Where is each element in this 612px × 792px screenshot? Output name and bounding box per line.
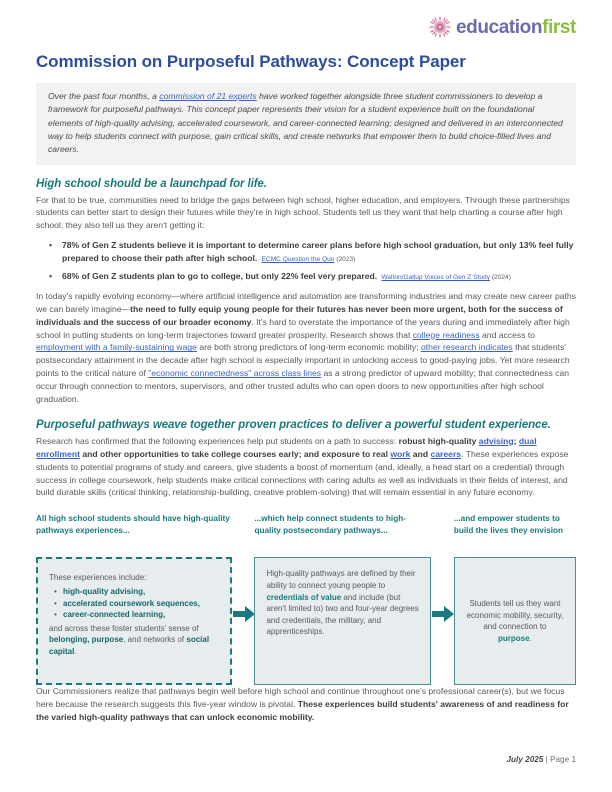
box-text-3: .: [74, 646, 77, 656]
list-item: [62, 239, 576, 265]
diagram-column-empower: [454, 513, 576, 685]
econ-bold: the need to fully equip young people for their futures has never been more urgent, both for the success of individuals and the success of our broader economy: [36, 303, 563, 327]
box-text-1: Students tell us they want economic mobility, security, and connection to: [466, 599, 564, 632]
econ-text-3: and access to: [479, 329, 536, 340]
stat-text: 68% of Gen Z students plan to go to college, but only 22% feel very prepared.: [62, 271, 378, 282]
intro-text-after: have worked together alongside three student commissioners to develop a framework for purposeful pathways. This concept paper represents their vision for a student experience built on the foundational elements of high-quality advising, accelerated coursework, and career-connected learning; designed and delivered in an interconnected way to help students connect with purpose, gain critical skills, and create networks that empower them to build choice-filled lives and careers.: [48, 91, 563, 155]
commission-of-experts-link[interactable]: commission of 21 experts: [159, 91, 257, 101]
s2-bold-3: and other opportunities to take college courses early; and exposure to real: [79, 448, 391, 459]
footer-separator: |: [543, 755, 551, 764]
page-title: Commission on Purposeful Pathways: Concept Paper: [36, 52, 466, 71]
intro-text-before: Over the past four months, a: [48, 91, 160, 101]
arrow-cell-2: [431, 513, 454, 685]
citation: [380, 274, 511, 281]
list-item: [63, 586, 219, 598]
box-text-2: , and networks of: [123, 635, 187, 645]
advising-link[interactable]: advising: [478, 435, 514, 446]
right-arrow-icon: [432, 606, 454, 627]
section-heading-launchpad: High school should be a launchpad for life.: [36, 177, 267, 190]
box-closing-text: [49, 623, 219, 658]
econ-text-2: . It's hard to overstate the importance of the years during and immediately after high school in putting students on long-term trajectories toward greater prosperity. Research shows that: [36, 316, 570, 340]
experiences-list: [49, 586, 219, 621]
s2-text-2: . These experiences expose students to potential programs of study and careers, give students a boost of momentum (and, ideally, a head start on a credential) through success in college coursework, help students make critical connections with caring adults as well as individuals in their fields of interest, and build durable skills (critical thinking, relationship-building, creative problem-solving) that will remain essential in any future economy.: [36, 448, 569, 498]
closing-text: Our Commissioners realize that pathways begin well before high school and continue throughout one's professional career(s), but we focus here because the research suggests this five-year window is pivotal.: [36, 686, 565, 710]
page-footer: [506, 755, 576, 764]
citation-year: (2024): [491, 274, 511, 282]
econ-text-6: as a strong predictor of upward mobility; that connectedness can occur through connection to mentors, supervisors, and other trusted adults who can open doors to new opportunities after high school graduation.: [36, 368, 570, 405]
experiences-box: [36, 557, 232, 685]
column-heading: All high school students should have high-quality pathways experiences...: [36, 514, 230, 535]
experience-item-label: high-quality advising,: [63, 586, 146, 596]
economy-paragraph: [36, 290, 576, 406]
box-bold-1: purpose: [498, 633, 530, 643]
arrow-cell-1: [232, 513, 255, 685]
box-text-1: and across these foster students' sense of: [49, 623, 199, 633]
box-bold-2: social capital: [49, 635, 210, 656]
citation: [260, 256, 356, 263]
econ-text-1: In today's rapidly evolving economy—where artificial intelligence and automation are transforming industries and may create new career paths we can barely imagine—: [36, 290, 576, 314]
section2-paragraph: [36, 435, 576, 499]
box-intro: These experiences include:: [49, 573, 147, 583]
family-sustaining-wage-link[interactable]: employment with a family-sustaining wage: [36, 342, 197, 353]
econ-text-4: are both strong predictors of long-term economic mobility;: [196, 342, 421, 353]
pathways-diagram: [36, 513, 576, 685]
logo-education-text: education: [455, 16, 543, 38]
diagram-column-experiences: [36, 513, 232, 685]
box-bold-1: credentials of value: [266, 592, 342, 602]
statistics-list: [36, 239, 576, 283]
column-heading: ...and empower students to build the lives they envision: [453, 514, 564, 535]
page-header: [36, 0, 576, 46]
college-readiness-link[interactable]: college readiness: [412, 329, 480, 340]
sunburst-icon: [429, 16, 451, 38]
box-text-1: High-quality pathways are defined by their ability to connect young people to: [266, 569, 416, 590]
footer-page-number: Page 1: [550, 755, 576, 764]
work-link[interactable]: work: [390, 448, 411, 459]
citation-year: (2023): [336, 256, 356, 264]
citation-link[interactable]: Walton/Gallup Voices of Gen Z Study: [381, 274, 491, 282]
postsecondary-box: [254, 557, 431, 685]
closing-paragraph: [36, 685, 576, 724]
careers-link[interactable]: careers: [430, 448, 462, 459]
s2-bold-1: robust high-quality: [398, 435, 479, 446]
logo-wordmark: [456, 18, 576, 37]
section-heading-purposeful-pathways: Purposeful pathways weave together proven practices to deliver a powerful student experience.: [36, 418, 551, 431]
s2-bold-4: and: [410, 448, 431, 459]
experience-item-label: career-connected learning,: [63, 610, 166, 620]
list-item: [62, 270, 576, 283]
econ-text-5: that students' postsecondary attainment in the decade after high school is especially important in unlocking access to good-paying jobs. Yet more research points to the critical nature of: [36, 342, 570, 379]
list-item: [63, 609, 219, 621]
other-research-link[interactable]: other research indicates: [420, 342, 513, 353]
education-first-logo: [429, 16, 576, 38]
footer-date: July 2025: [506, 755, 544, 764]
section1-paragraph: For that to be true, communities need to bridge the gaps between high school, higher education, and employers. Through these partnerships students can better start to design their futures while they're in high school. Students tell us they want that help charting a course after high school; they also tell us they aren't getting it:: [36, 194, 570, 231]
logo-first-text: first: [542, 16, 576, 38]
box-text-2: .: [529, 633, 532, 643]
intro-callout: [36, 83, 576, 165]
diagram-column-postsecondary: [254, 513, 431, 685]
empower-box-text: [466, 598, 564, 644]
economic-connectedness-link[interactable]: "economic connectedness" across class lines: [148, 368, 322, 379]
list-item: [63, 598, 219, 610]
box-text-2: and include (but aren't limited to) two and four-year degrees and credentials, the military, and apprenticeships.: [266, 592, 419, 637]
empower-box: [454, 557, 576, 685]
s2-bold-2: ;: [513, 435, 519, 446]
stat-text: 78% of Gen Z students believe it is important to determine career plans before high school graduation, but only 13% feel fully prepared to choose their path after high school.: [62, 240, 574, 264]
dual-enrollment-link[interactable]: dual enrollment: [36, 435, 537, 459]
box-bold-1: belonging, purpose: [49, 635, 124, 645]
s2-text-1: Research has confirmed that the following experiences help put students on a path to success:: [36, 435, 399, 446]
citation-link[interactable]: ECMC Question the Quo: [261, 256, 335, 264]
closing-bold: These experiences build students' awareness of and readiness for the varied high-quality pathways that can unlock economic mobility.: [36, 699, 569, 723]
right-arrow-icon: [233, 606, 255, 627]
column-heading: ...which help connect students to high-quality postsecondary pathways...: [254, 514, 406, 535]
experience-item-label: accelerated coursework sequences,: [63, 598, 200, 608]
